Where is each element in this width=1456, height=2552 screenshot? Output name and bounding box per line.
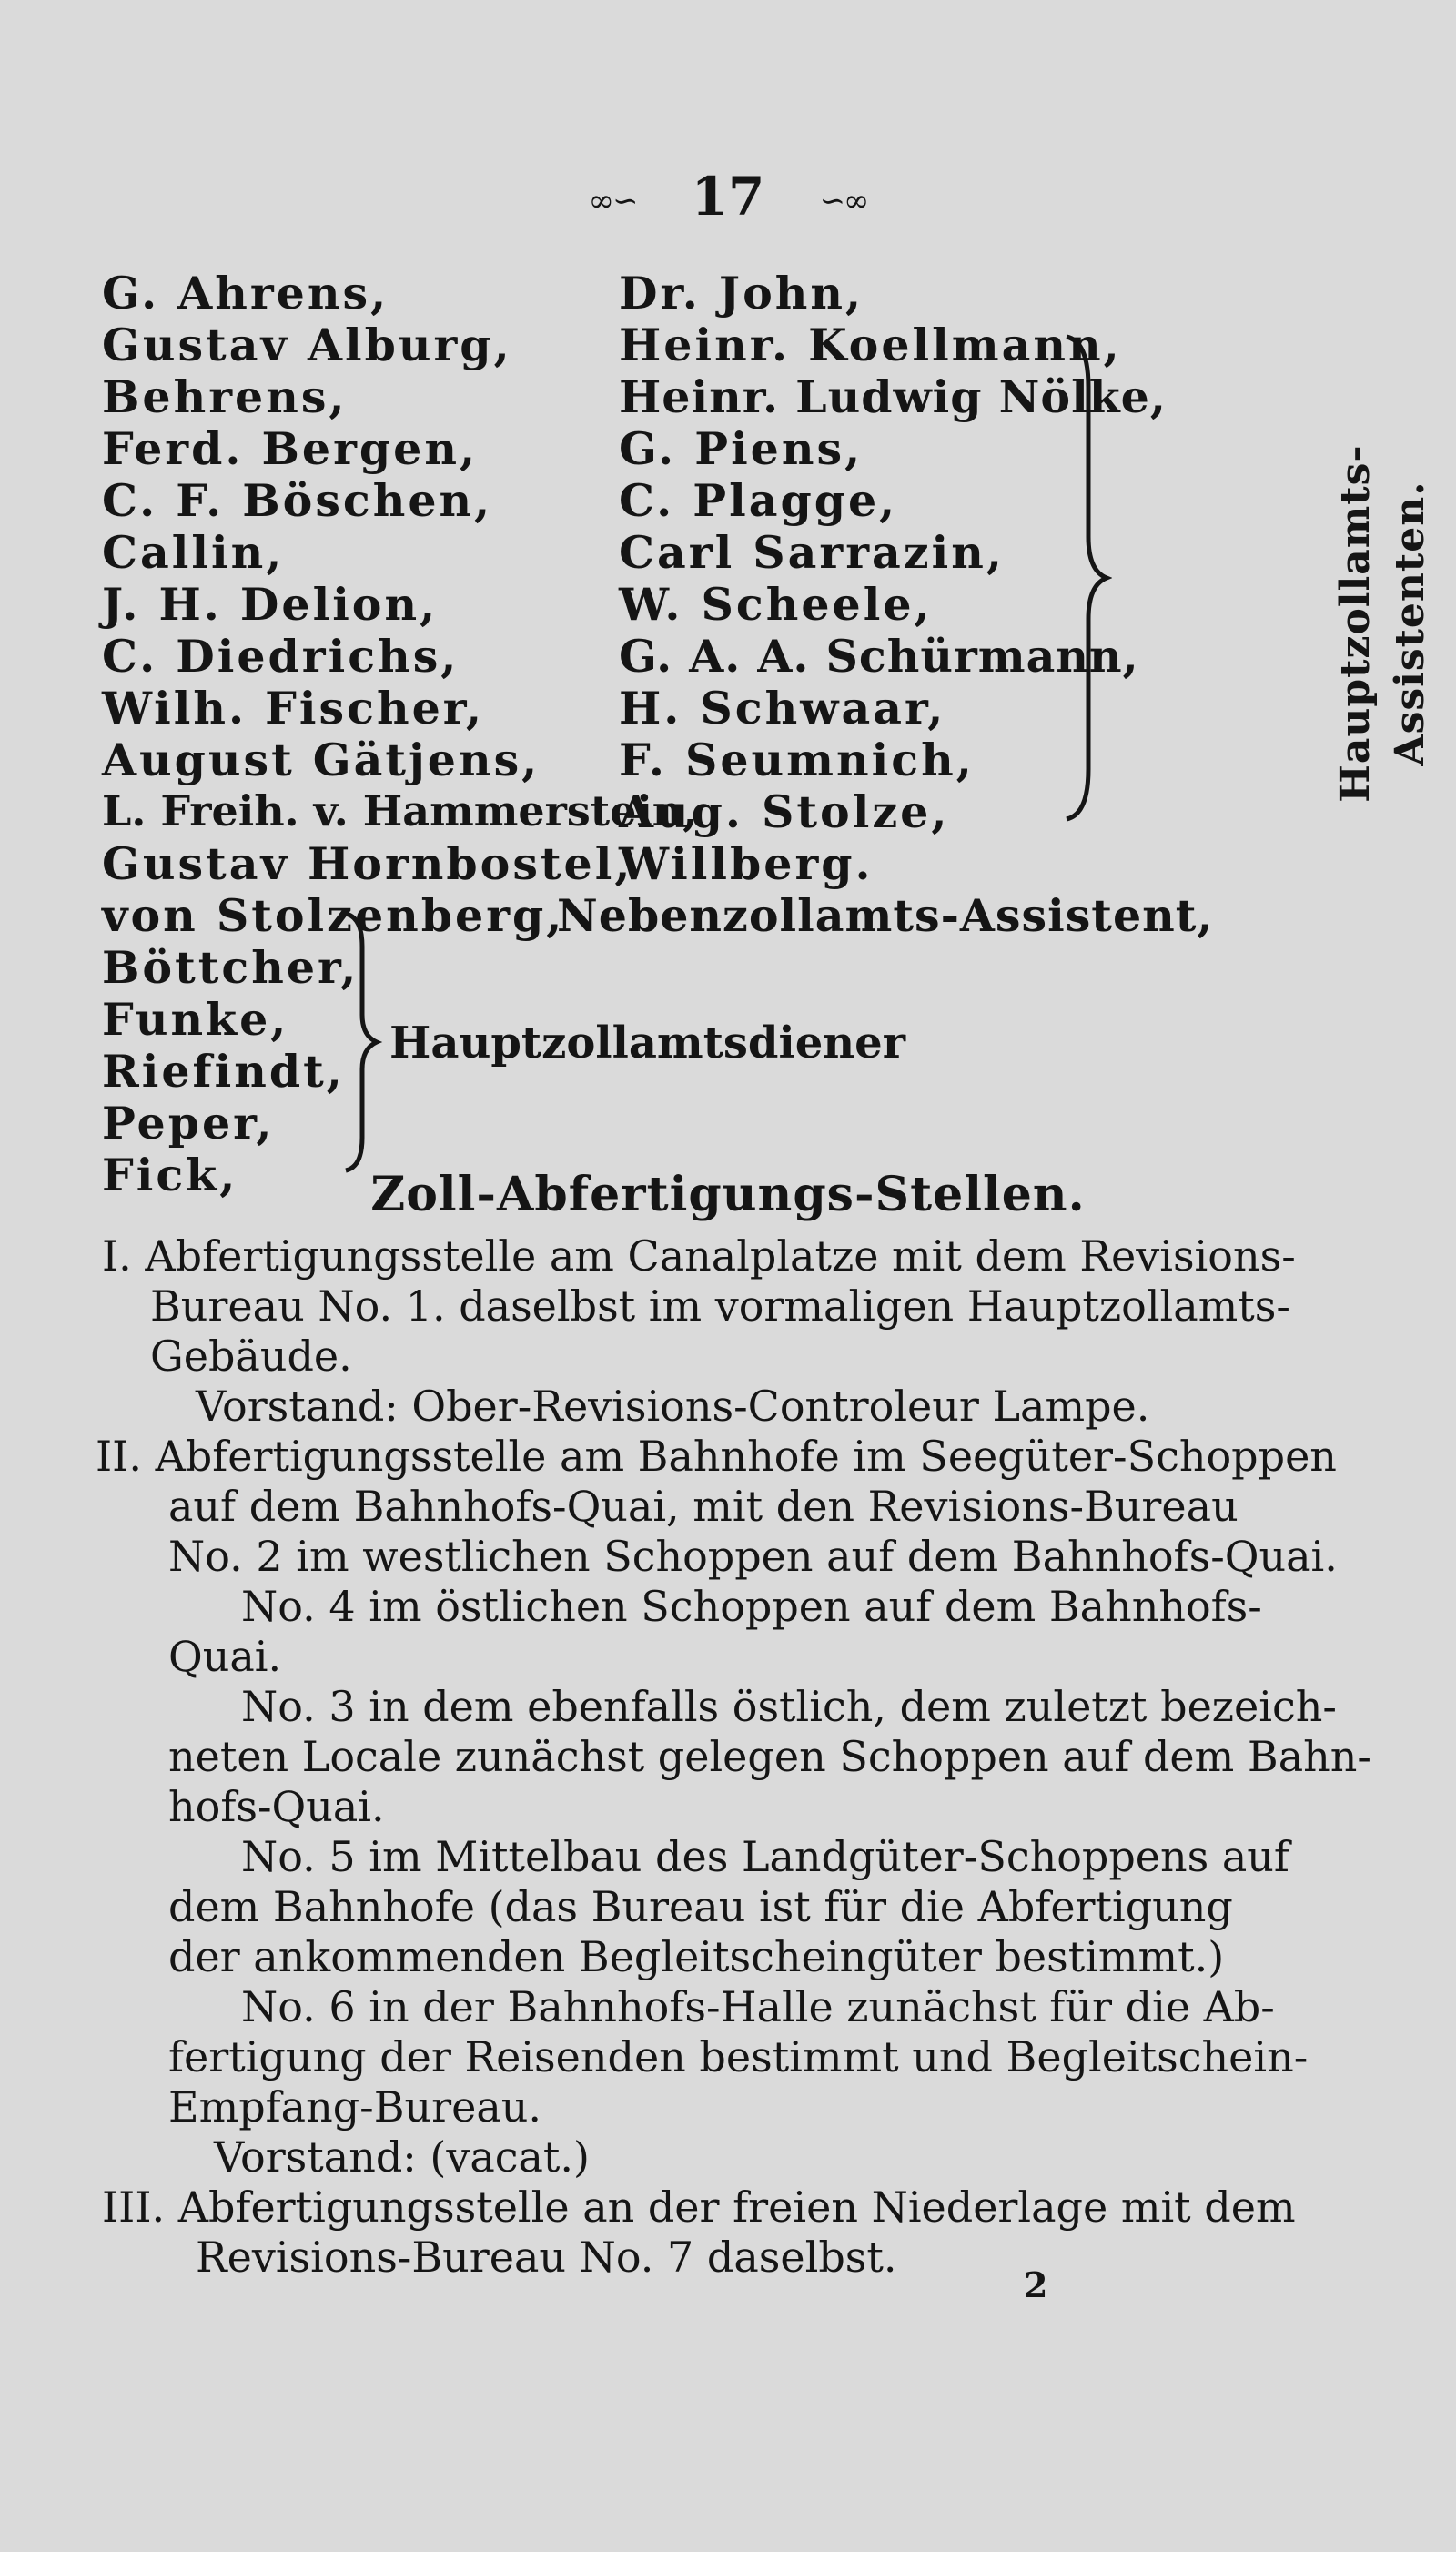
officer-name: Ferd. Bergen, [102, 422, 479, 475]
assistants-label: Hauptzollamts-Assistenten. [1332, 444, 1433, 803]
assistants-brace [1057, 332, 1112, 824]
officer-name: G. A. A. Schürmann, [619, 630, 1139, 683]
servants-label: Hauptzollamtsdiener [389, 1018, 905, 1068]
officer-name: Gustav Alburg, [102, 319, 512, 371]
officer-name: W. Scheele, [619, 578, 933, 631]
signature-mark: 2 [1024, 2264, 1048, 2305]
officer-name: Aug. Stolze, [619, 785, 950, 838]
text-line: auf dem Bahnhofs-Quai, mit den Revisions-Bureau [168, 1482, 1239, 1531]
officer-name: C. F. Böschen, [102, 474, 493, 527]
servant-name: Fick, [102, 1149, 238, 1201]
text-line: Quai. [168, 1632, 282, 1681]
officer-name: August Gätjens, [102, 734, 541, 786]
text-line: No. 2 im westlichen Schoppen auf dem Bahnhofs-Quai. [168, 1532, 1338, 1581]
officer-name: G. Ahrens, [102, 267, 389, 319]
officer-name: Wilh. Fischer, [102, 682, 485, 734]
servant-name: Funke, [102, 993, 289, 1046]
text-line: hofs-Quai. [168, 1782, 385, 1831]
text-line: neten Locale zunächst gelegen Schoppen auf dem Bahn- [168, 1732, 1371, 1781]
text-line: No. 3 in dem ebenfalls östlich, dem zuletzt bezeich- [241, 1682, 1337, 1731]
text-line: Bureau No. 1. daselbst im vormaligen Hauptzollamts- [150, 1281, 1290, 1331]
text-line: II. Abfertigungsstelle am Bahnhofe im Seegüter-Schoppen [96, 1432, 1337, 1481]
officer-name: Behrens, [102, 370, 348, 423]
text-line: No. 6 in der Bahnhofs-Halle zunächst für die Ab- [241, 1982, 1275, 2031]
officer-name: C. Diedrichs, [102, 630, 460, 683]
text-line: III. Abfertigungsstelle an der freien Niederlage mit dem [102, 2182, 1296, 2232]
servants-brace [339, 910, 384, 1174]
officer-name: C. Plagge, [619, 474, 898, 527]
officer-name: Callin, [102, 526, 285, 579]
text-line: No. 5 im Mittelbau des Landgüter-Schoppens auf [241, 1832, 1289, 1881]
text-line: Vorstand: Ober-Revisions-Controleur Lampe. [196, 1382, 1150, 1431]
ornament-right: ∽∞ [819, 183, 868, 219]
text-line: No. 4 im östlichen Schoppen auf dem Bahnhofs- [241, 1582, 1262, 1631]
officer-name: Heinr. Koellmann, [619, 319, 1122, 371]
page-header [0, 166, 1456, 228]
text-line: Gebäude. [150, 1332, 352, 1381]
officer-name: G. Piens, [619, 422, 864, 475]
text-line: I. Abfertigungsstelle am Canalplatze mit dem Revisions- [102, 1231, 1296, 1281]
text-line: fertigung der Reisenden bestimmt und Begleitschein- [168, 2032, 1309, 2081]
servant-name: Riefindt, [102, 1045, 345, 1098]
text-line: Vorstand: (vacat.) [214, 2132, 590, 2182]
sub-assistant-label: Nebenzollamts-Assistent, [557, 889, 1214, 942]
page-number: 17 [691, 166, 765, 228]
officer-name: L. Freih. v. Hammerstein, [102, 786, 698, 835]
officer-name: Gustav Hornbostel, [102, 837, 633, 890]
text-line: Revisions-Bureau No. 7 daselbst. [196, 2233, 897, 2282]
officer-name: Carl Sarrazin, [619, 526, 1005, 579]
text-line: Empfang-Bureau. [168, 2082, 542, 2132]
text-line: der ankommenden Begleitscheingüter bestimmt.) [168, 1932, 1225, 1981]
officer-name: J. H. Delion, [102, 578, 439, 631]
officer-name: Dr. John, [619, 267, 864, 319]
servant-name: Böttcher, [102, 941, 359, 994]
ornament-left: ∞∽ [588, 183, 637, 219]
officer-name: von Stolzenberg, [102, 889, 565, 942]
section-heading: Zoll-Abfertigungs-Stellen. [370, 1167, 1086, 1222]
servant-name: Peper, [102, 1097, 275, 1149]
officer-name: F. Seumnich, [619, 734, 975, 786]
officer-name: Heinr. Ludwig Nölke, [619, 370, 1167, 423]
text-line: dem Bahnhofe (das Bureau ist für die Abfertigung [168, 1882, 1233, 1931]
officer-name: Willberg. [619, 837, 874, 890]
officer-name: H. Schwaar, [619, 682, 946, 734]
